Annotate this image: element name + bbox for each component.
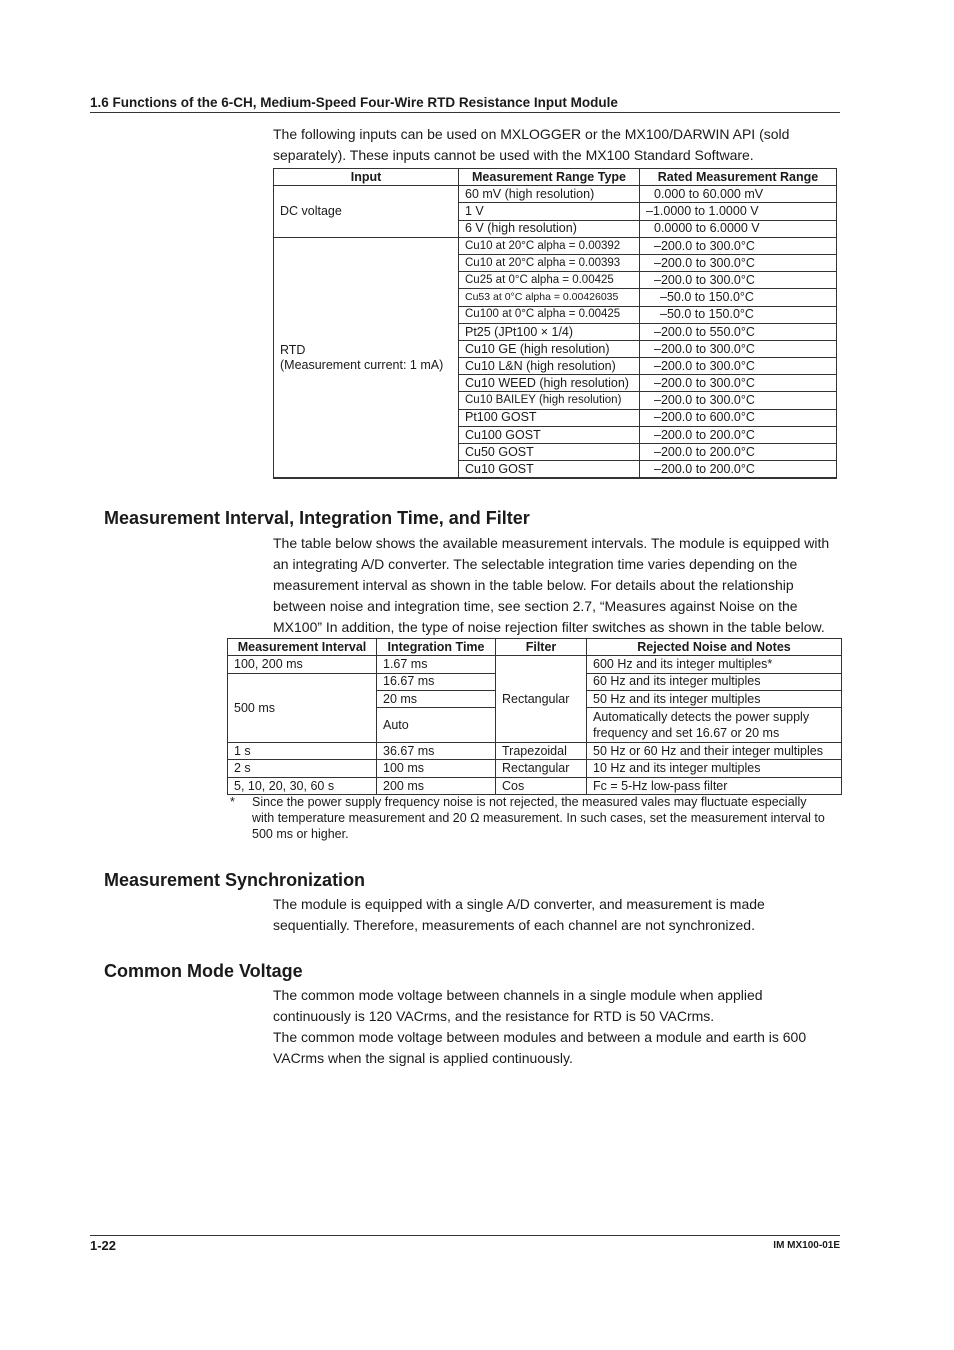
group-rtd xyxy=(274,237,459,478)
integration-cell: 16.67 ms xyxy=(377,673,496,690)
section-title-interval: Measurement Interval, Integration Time, and Filter xyxy=(104,508,530,528)
integration-cell: Auto xyxy=(377,708,496,743)
table-header-row xyxy=(228,639,842,656)
range-type-cell: 1 V xyxy=(459,203,640,220)
rated-range-cell: –200.0 to 300.0°C xyxy=(640,340,837,357)
group-dc-voltage: DC voltage xyxy=(274,186,459,238)
rated-range-cell: –200.0 to 300.0°C xyxy=(640,358,837,375)
range-type-cell: Cu10 at 20°C alpha = 0.00392 xyxy=(459,237,640,254)
rated-range-cell: 0.0000 to 6.0000 V xyxy=(640,220,837,237)
filter-cell: Rectangular xyxy=(496,656,587,743)
notes-cell: 50 Hz or 60 Hz and their integer multiples xyxy=(587,743,842,760)
table-row xyxy=(228,656,842,673)
range-type-cell: Cu10 BAILEY (high resolution) xyxy=(459,392,640,409)
range-type-cell: Cu100 GOST xyxy=(459,426,640,443)
col-header-integration: Integration Time xyxy=(377,639,496,656)
interval-cell: 1 s xyxy=(228,743,377,760)
filter-cell: Trapezoidal xyxy=(496,743,587,760)
notes-cell: 10 Hz and its integer multiples xyxy=(587,760,842,777)
range-type-cell: Cu10 at 20°C alpha = 0.00393 xyxy=(459,254,640,271)
table-row xyxy=(274,237,837,254)
rated-range-cell: –200.0 to 300.0°C xyxy=(640,237,837,254)
integration-cell: 20 ms xyxy=(377,690,496,707)
range-type-cell: Pt25 (JPt100 × 1/4) xyxy=(459,323,640,340)
document-id: IM MX100-01E xyxy=(773,1240,840,1251)
notes-cell: Automatically detects the power supply frequency and set 16.67 or 20 ms xyxy=(587,708,842,743)
footnote-text: Since the power supply frequency noise is not rejected, the measured vales may fluctuate especially with temperature measurement and 20 Ω measurement. In such cases, set the measurement interval to 500 ms or higher. xyxy=(252,795,825,841)
range-type-cell: Cu10 WEED (high resolution) xyxy=(459,375,640,392)
integration-cell: 1.67 ms xyxy=(377,656,496,673)
range-type-cell: Cu10 GOST xyxy=(459,461,640,479)
integration-cell: 36.67 ms xyxy=(377,743,496,760)
notes-cell: Fc = 5-Hz low-pass filter xyxy=(587,777,842,794)
rated-range-cell: –200.0 to 300.0°C xyxy=(640,375,837,392)
col-header-input: Input xyxy=(274,169,459,186)
table-row xyxy=(274,186,837,203)
footnote xyxy=(230,794,830,842)
integration-cell: 100 ms xyxy=(377,760,496,777)
footnote-marker: * xyxy=(230,795,235,809)
rated-range-cell: –50.0 to 150.0°C xyxy=(640,289,837,306)
rated-range-cell: –200.0 to 300.0°C xyxy=(640,392,837,409)
rated-range-cell: 0.000 to 60.000 mV xyxy=(640,186,837,203)
intro-paragraph: The following inputs can be used on MXLOGGER or the MX100/DARWIN API (sold separately). These inputs cannot be used with the MX100 Standard Software. xyxy=(273,126,790,163)
section-header: 1.6 Functions of the 6-CH, Medium-Speed Four-Wire RTD Resistance Input Module xyxy=(90,95,618,110)
notes-cell: 60 Hz and its integer multiples xyxy=(587,673,842,690)
section-body-common-mode-1: The common mode voltage between channels in a single module when applied continuously is 120 VACrms, and the resistance for RTD is 50 VACrms. xyxy=(273,987,763,1024)
notes-cell: 50 Hz and its integer multiples xyxy=(587,690,842,707)
header-rule xyxy=(90,112,840,113)
rated-range-cell: –200.0 to 300.0°C xyxy=(640,272,837,289)
page-number: 1-22 xyxy=(90,1238,117,1253)
interval-cell: 2 s xyxy=(228,760,377,777)
range-type-cell: Cu25 at 0°C alpha = 0.00425 xyxy=(459,272,640,289)
rated-range-cell: –200.0 to 600.0°C xyxy=(640,409,837,426)
rated-range-cell: –1.0000 to 1.0000 V xyxy=(640,203,837,220)
col-header-rated-range: Rated Measurement Range xyxy=(640,169,837,186)
group-rtd-label: RTD xyxy=(280,343,306,358)
rated-range-cell: –200.0 to 300.0°C xyxy=(640,254,837,271)
range-type-cell: Cu53 at 0°C alpha = 0.00426035 xyxy=(459,289,640,306)
rated-range-cell: –200.0 to 550.0°C xyxy=(640,323,837,340)
input-range-table xyxy=(273,168,837,479)
interval-cell: 500 ms xyxy=(228,673,377,743)
col-header-notes: Rejected Noise and Notes xyxy=(587,639,842,656)
notes-cell: 600 Hz and its integer multiples* xyxy=(587,656,842,673)
rated-range-cell: –200.0 to 200.0°C xyxy=(640,444,837,461)
range-type-cell: Cu10 L&N (high resolution) xyxy=(459,358,640,375)
integration-cell: 200 ms xyxy=(377,777,496,794)
range-type-cell: 6 V (high resolution) xyxy=(459,220,640,237)
group-rtd-sublabel: (Measurement current: 1 mA) xyxy=(280,357,444,372)
table-row xyxy=(228,777,842,794)
table-row xyxy=(228,760,842,777)
range-type-cell: Pt100 GOST xyxy=(459,409,640,426)
range-type-cell: Cu50 GOST xyxy=(459,444,640,461)
range-type-cell: Cu100 at 0°C alpha = 0.00425 xyxy=(459,306,640,323)
rated-range-cell: –200.0 to 200.0°C xyxy=(640,426,837,443)
rated-range-cell: –50.0 to 150.0°C xyxy=(640,306,837,323)
rated-range-cell: –200.0 to 200.0°C xyxy=(640,461,837,479)
table-row xyxy=(228,743,842,760)
section-body-common-mode-2: The common mode voltage between modules and between a module and earth is 600 VACrms when the signal is applied continuously. xyxy=(273,1029,807,1066)
interval-table xyxy=(227,638,842,795)
range-type-cell: 60 mV (high resolution) xyxy=(459,186,640,203)
section-body-interval: The table below shows the available measurement intervals. The module is equipped with an integrating A/D converter. The selectable integration time varies depending on the measurement interval as shown in the table below. For details about the relationship between noise and integration time, see section 2.7, “Measures against Noise on the MX100” In addition, the type of noise rejection filter switches as shown in the table below. xyxy=(273,535,830,635)
filter-cell: Rectangular xyxy=(496,760,587,777)
section-body-sync: The module is equipped with a single A/D converter, and measurement is made sequentially. Therefore, measurements of each channel are not synchronized. xyxy=(273,896,765,933)
col-header-interval: Measurement Interval xyxy=(228,639,377,656)
interval-cell: 100, 200 ms xyxy=(228,656,377,673)
col-header-filter: Filter xyxy=(496,639,587,656)
section-title-sync: Measurement Synchronization xyxy=(104,870,366,890)
interval-cell: 5, 10, 20, 30, 60 s xyxy=(228,777,377,794)
range-type-cell: Cu10 GE (high resolution) xyxy=(459,340,640,357)
col-header-range-type: Measurement Range Type xyxy=(459,169,640,186)
section-title-common-mode: Common Mode Voltage xyxy=(104,961,303,981)
footer-rule xyxy=(90,1235,840,1236)
filter-cell: Cos xyxy=(496,777,587,794)
table-header-row xyxy=(274,169,837,186)
